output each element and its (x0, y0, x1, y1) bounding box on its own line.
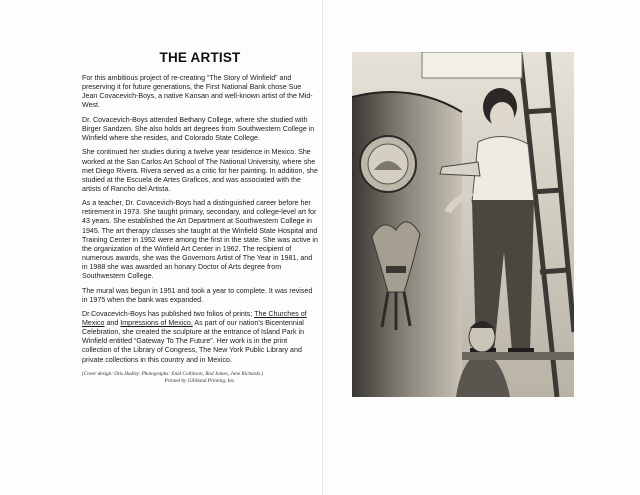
page-fold (322, 0, 323, 495)
paragraph-teaching: As a teacher, Dr. Covacevich-Boys had a distinguished career before her retirement in 1973. She taught primary, secondary, and college-level art for 43 years. She established the Art Department at Southwestern College in 1945. The art therapy classes she taught at the Winfield State Hospital and Training Center in 1952 were among the first in the state. She was active in the organization of the Winfield Art Center in 1962. The recipient of numerous awards, she was the Governors Artist of The Year in 1981, and in 1988 she was awarded an honary Doctor of Arts degree from Southwestern College. (82, 199, 318, 281)
scaffold-plank (462, 352, 574, 360)
paragraph-publications (82, 310, 318, 365)
text-column (82, 50, 318, 386)
publications-and: and (104, 319, 121, 328)
paragraph-mexico: She continued her studies during a twelve year residence in Mexico. She worked at the San Carlos Art School of The National University, where she met Diego Rivera. Rivera served as a critic for her painting. In addition, she studied at the Escuela de Artes Graficos, and was associated with the artists of Rancho del Artista. (82, 148, 318, 193)
title-impressions-of-mexico: Impressions of Mexico. (120, 319, 193, 328)
title-churches-of-mexico: The Churches of Mexico (82, 310, 307, 328)
artist-photograph (352, 52, 574, 397)
publications-intro: Dr.Covacevich-Boys has published two folios of prints; (82, 310, 255, 319)
page-title: THE ARTIST (159, 50, 241, 65)
paragraph-intro: For this ambitious project of re-creating “The Story of Winfield” and preserving it for future generations, the First National Bank chose Sue Jean Covacevich-Boys, a native Kansan and well-known artist of the Mid-West. (82, 74, 313, 110)
paragraph-mural: The mural was begun in 1951 and took a year to complete. It was revised in 1975 when the bank was expanded. (82, 286, 313, 304)
credits-design-photos: (Cover design: Otis Hadley. Photographs: Enid Collinson, Rod James, Jane Richards.) (82, 370, 264, 377)
mural-seal (360, 136, 416, 192)
photo-illustration (352, 52, 574, 397)
credits (82, 371, 318, 386)
paragraph-education: Dr. Covacevich-Boys attended Bethany College, where she studied with Birger Sandzen. She also holds art degrees from Southwestern College in Winfield where she resides, and Colorado State College. (82, 115, 315, 142)
background-sign (422, 52, 522, 78)
publications-rest: As part of our nation’s Bicentennial Celebration, she created the sculpture at the entrance of Island Park in Winfield entitled “Gateway To The Future”. Her work is in the print collection of the Library of Congress, The New York Public Library and private collections in this country and in Mexico. (82, 319, 305, 364)
credits-printer: Printed by Gilliland Printing, Inc. (164, 378, 236, 385)
